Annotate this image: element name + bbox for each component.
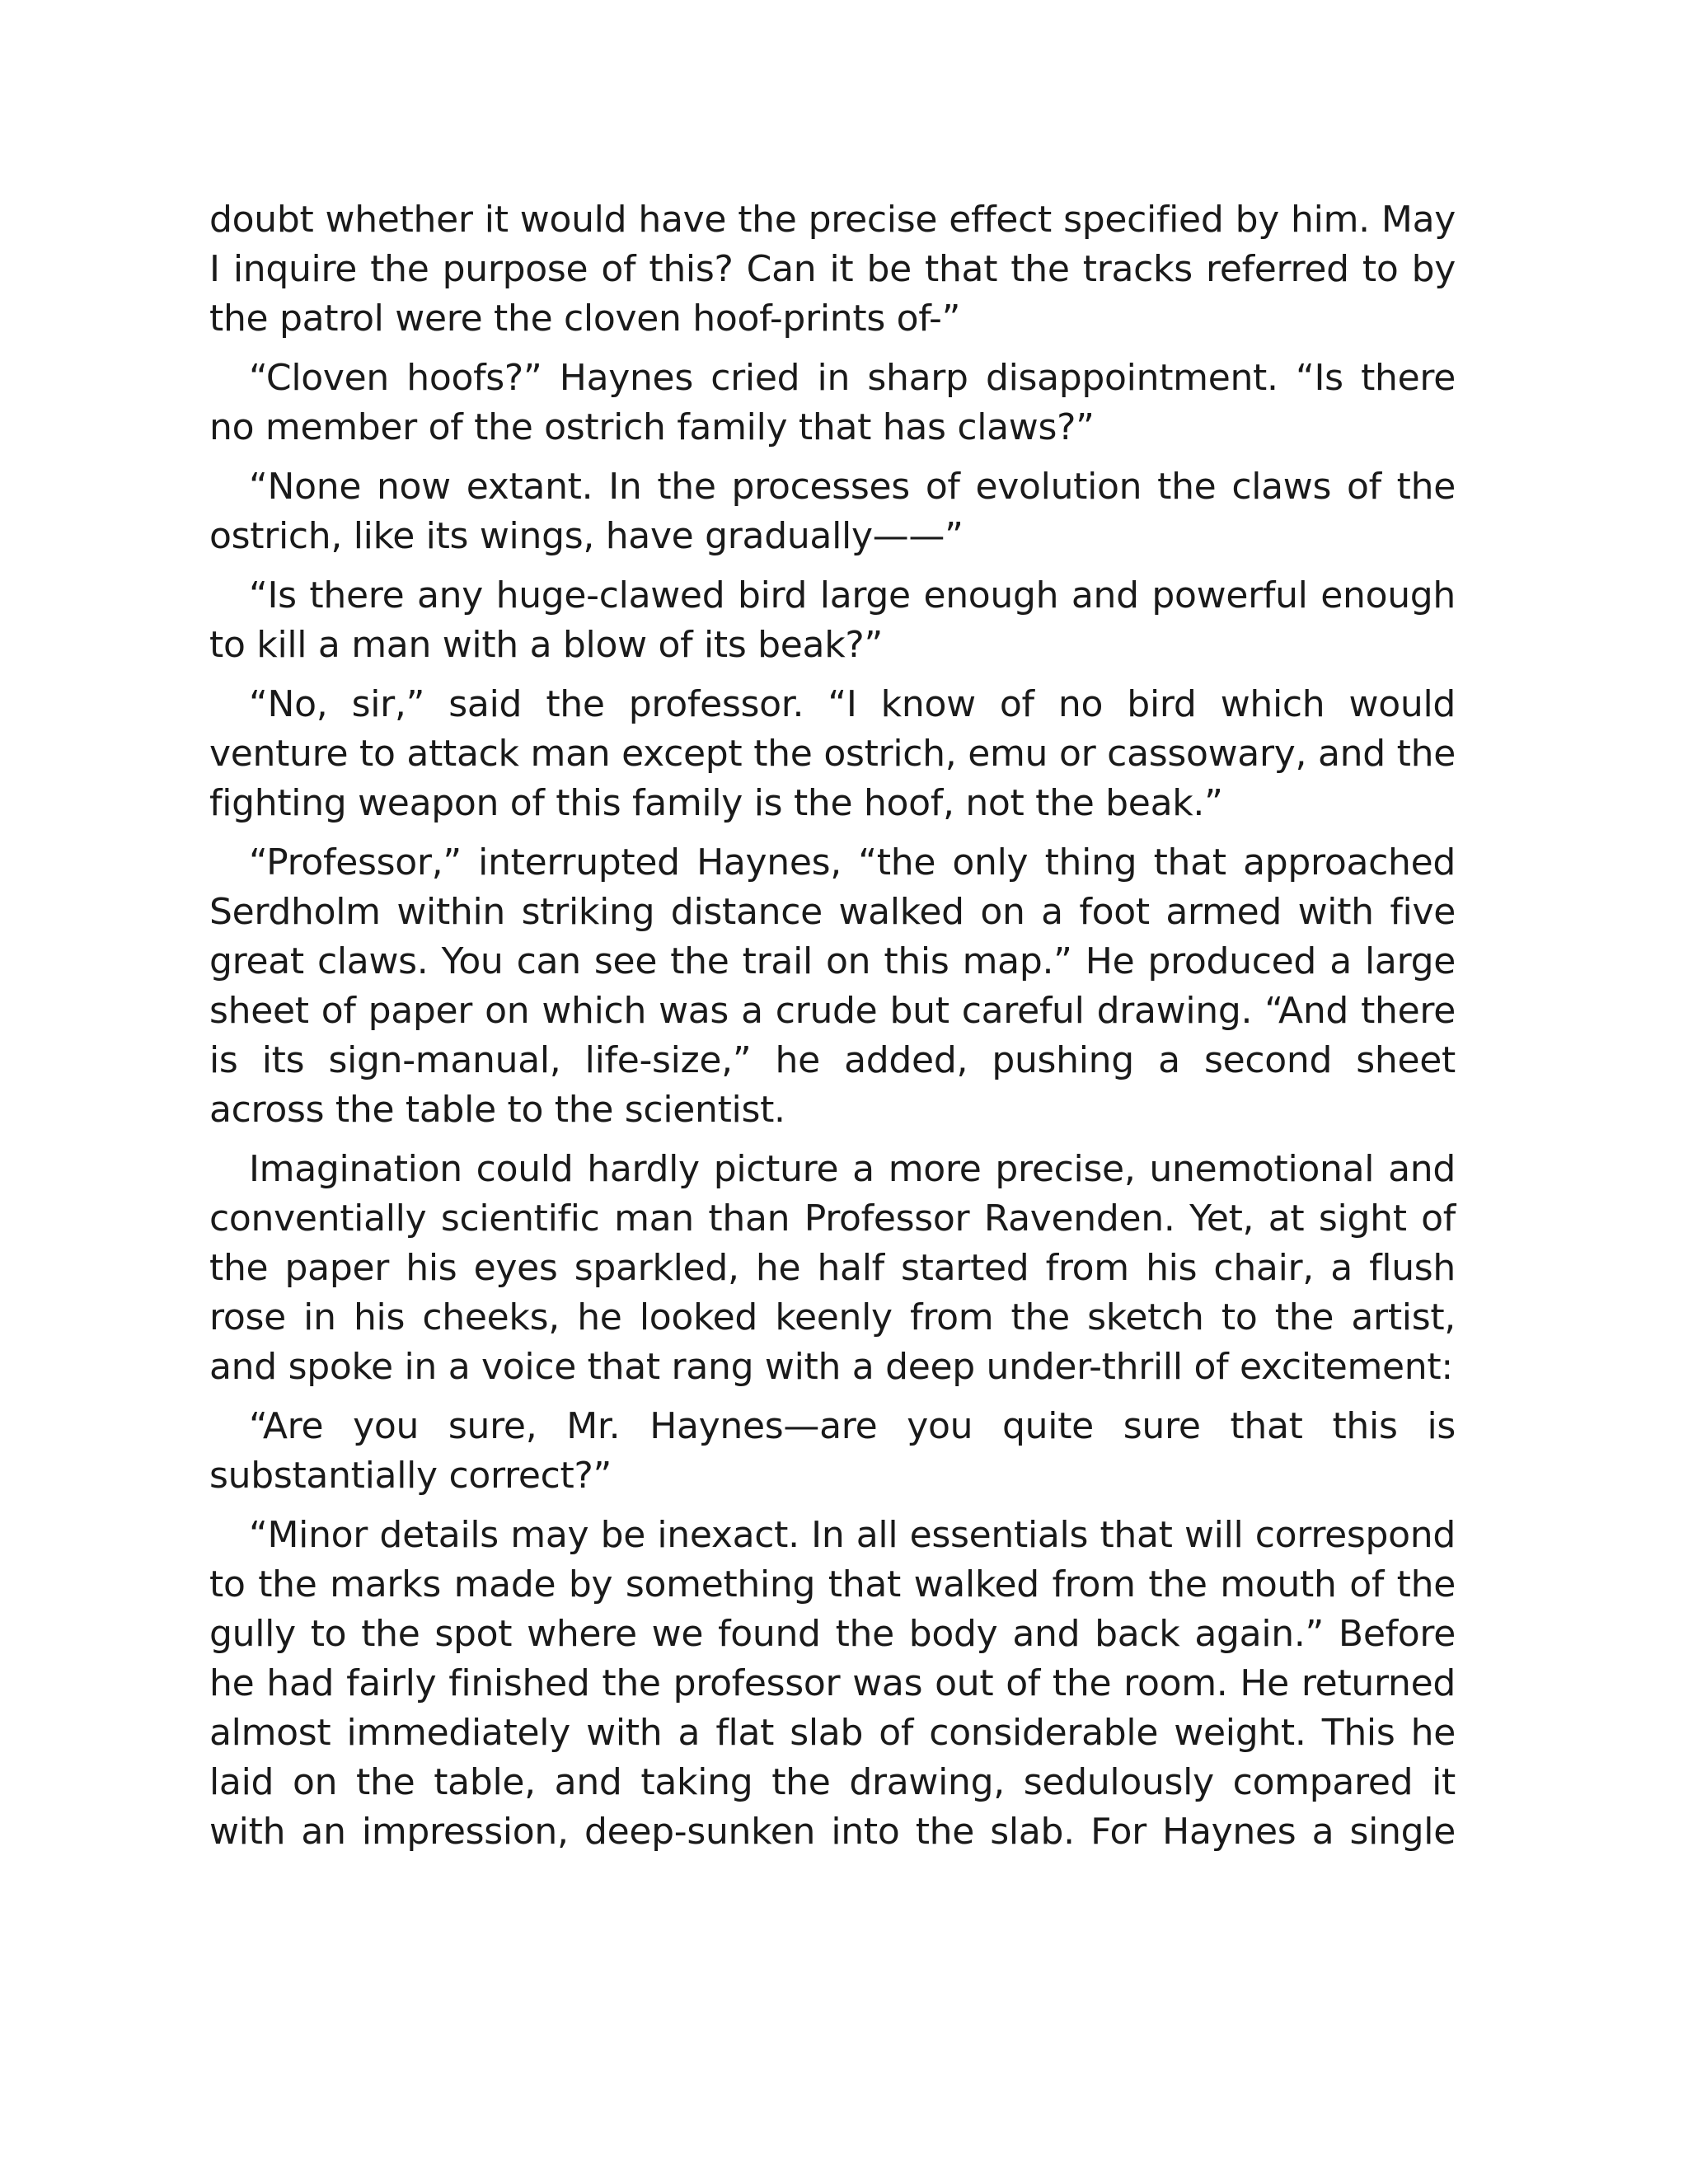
paragraph-8: “Are you sure, Mr. Haynes—are you quite sure that this is substantially correct?”: [209, 1405, 1456, 1497]
page-text: [209, 195, 1456, 1867]
paragraph-7: Imagination could hardly picture a more precise, unemotional and conventially scientific man than Professor Ravenden. Yet, at sight of the paper his eyes sparkled, he half started from his chair, a flush rose in his cheeks, he looked keenly from the sketch to the artist, and spoke in a voice that rang with a deep under-thrill of excitement:: [209, 1148, 1456, 1388]
paragraph-1: doubt whether it would have the precise effect specified by him. May I inquire the purpose of this? Can it be that the tracks referred to by the patrol were the cloven hoof-prints of-”: [209, 199, 1456, 340]
paragraph-6: “Professor,” interrupted Haynes, “the only thing that approached Serdholm within striking distance walked on a foot armed with five great claws. You can see the trail on this map.” He produced a large sheet of paper on which was a crude but careful drawing. “And there is its sign-manual, life-size,” he added, pushing a second sheet across the table to the scientist.: [209, 841, 1456, 1131]
paragraph-5: “No, sir,” said the professor. “I know of no bird which would venture to attack man except the ostrich, emu or cassowary, and the fighting weapon of this family is the hoof, not the beak.”: [209, 683, 1456, 824]
paragraph-2: “Cloven hoofs?” Haynes cried in sharp disappointment. “Is there no member of the ostrich family that has claws?”: [209, 357, 1456, 448]
paragraph-4: “Is there any huge-clawed bird large enough and powerful enough to kill a man with a blow of its beak?”: [209, 574, 1456, 666]
paragraph-9: “Minor details may be inexact. In all essentials that will correspond to the marks made by something that walked from the mouth of the gully to the spot where we found the body and back again.” Before he had fairly finished the professor was out of the room. He returned almost immediately with a flat slab of considerable weight. This he laid on the table, and taking the drawing, sedulously compared it with an impression, deep-sunken into the slab. For Haynes a single: [209, 1514, 1456, 1853]
paragraph-3: “None now extant. In the processes of evolution the claws of the ostrich, like its wings, have gradually——”: [209, 466, 1456, 557]
